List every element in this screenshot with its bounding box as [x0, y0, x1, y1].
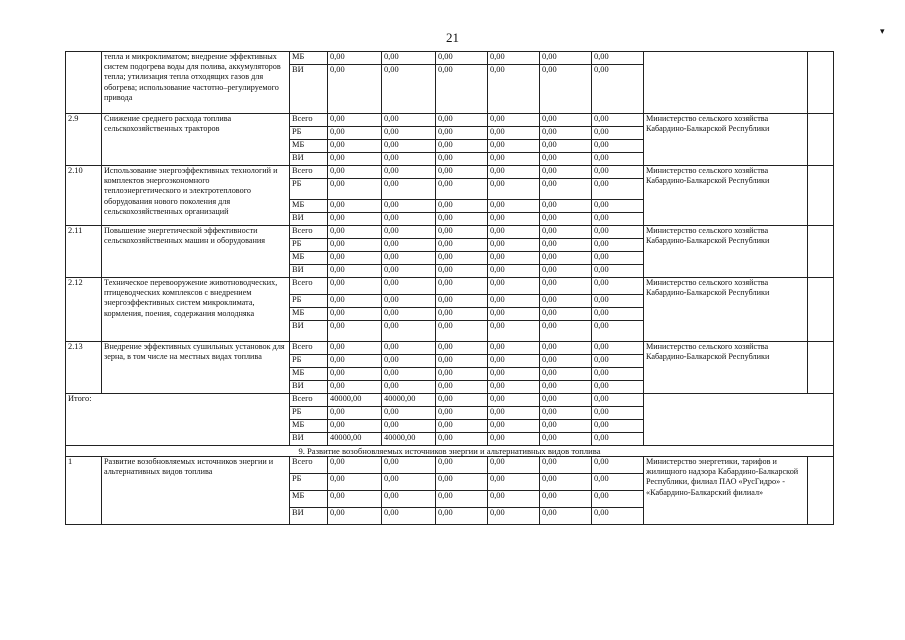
- amount-cell: 0,00: [592, 200, 644, 213]
- responsible-executor-cell: Министерство сельского хозяйства Кабардино-Балкарской Республики: [644, 278, 808, 342]
- amount-cell: 0,00: [488, 166, 540, 179]
- funding-source-cell: ВИ: [290, 265, 328, 278]
- amount-cell: 0,00: [328, 265, 382, 278]
- amount-cell: 0,00: [540, 321, 592, 342]
- amount-cell: 0,00: [592, 420, 644, 433]
- amount-cell: 0,00: [540, 433, 592, 446]
- amount-cell: 0,00: [488, 114, 540, 127]
- amount-cell: 0,00: [540, 140, 592, 153]
- amount-cell: 0,00: [382, 65, 436, 114]
- amount-cell: 0,00: [540, 308, 592, 321]
- amount-cell: 0,00: [382, 342, 436, 355]
- amount-cell: 0,00: [436, 166, 488, 179]
- funding-source-cell: ВИ: [290, 213, 328, 226]
- amount-cell: 0,00: [488, 342, 540, 355]
- amount-cell: 0,00: [592, 381, 644, 394]
- amount-cell: 0,00: [436, 65, 488, 114]
- empty-cell: [808, 278, 834, 342]
- amount-cell: 0,00: [488, 278, 540, 295]
- amount-cell: 0,00: [540, 226, 592, 239]
- amount-cell: 0,00: [592, 226, 644, 239]
- amount-cell: 0,00: [436, 457, 488, 474]
- amount-cell: 0,00: [436, 179, 488, 200]
- amount-cell: 0,00: [436, 252, 488, 265]
- measure-description-cell: Повышение энергетической эффективности сельскохозяйственных машин и оборудования: [102, 226, 290, 278]
- table-row: [66, 394, 834, 407]
- amount-cell: 0,00: [328, 491, 382, 508]
- amount-cell: 0,00: [328, 368, 382, 381]
- funding-source-cell: Всего: [290, 342, 328, 355]
- amount-cell: 0,00: [540, 508, 592, 525]
- funding-source-cell: ВИ: [290, 153, 328, 166]
- amount-cell: 0,00: [328, 308, 382, 321]
- amount-cell: 0,00: [382, 153, 436, 166]
- amount-cell: 0,00: [488, 420, 540, 433]
- table-row: [66, 457, 834, 474]
- amount-cell: 0,00: [382, 295, 436, 308]
- amount-cell: 0,00: [592, 308, 644, 321]
- amount-cell: 0,00: [592, 474, 644, 491]
- funding-source-cell: ВИ: [290, 321, 328, 342]
- amount-cell: 0,00: [592, 52, 644, 65]
- amount-cell: 0,00: [328, 52, 382, 65]
- amount-cell: 0,00: [592, 508, 644, 525]
- funding-source-cell: ВИ: [290, 65, 328, 114]
- amount-cell: 0,00: [328, 127, 382, 140]
- amount-cell: 0,00: [436, 226, 488, 239]
- funding-source-cell: РБ: [290, 127, 328, 140]
- amount-cell: 0,00: [436, 474, 488, 491]
- funding-source-cell: РБ: [290, 407, 328, 420]
- amount-cell: 0,00: [592, 394, 644, 407]
- amount-cell: 0,00: [328, 295, 382, 308]
- amount-cell: 0,00: [382, 355, 436, 368]
- amount-cell: 0,00: [540, 491, 592, 508]
- table-row: [66, 166, 834, 179]
- amount-cell: 0,00: [328, 65, 382, 114]
- funding-source-cell: МБ: [290, 52, 328, 65]
- amount-cell: 0,00: [382, 179, 436, 200]
- amount-cell: 0,00: [436, 433, 488, 446]
- responsible-executor-cell: Министерство сельского хозяйства Кабардино-Балкарской Республики: [644, 342, 808, 394]
- amount-cell: 0,00: [328, 342, 382, 355]
- amount-cell: 0,00: [488, 226, 540, 239]
- row-number-cell: 2.10: [66, 166, 102, 226]
- amount-cell: 0,00: [382, 381, 436, 394]
- responsible-executor-cell: Министерство сельского хозяйства Кабардино-Балкарской Республики: [644, 114, 808, 166]
- amount-cell: 0,00: [328, 179, 382, 200]
- measure-description-cell: Техническое перевооружение животноводческих, птицеводческих комплексов с внедрением энергоэффективных систем микроклимата, кормления, поения, содержания молодняка: [102, 278, 290, 342]
- amount-cell: 0,00: [382, 239, 436, 252]
- amount-cell: 0,00: [488, 394, 540, 407]
- empty-cell: [808, 457, 834, 525]
- amount-cell: 0,00: [436, 308, 488, 321]
- funding-source-cell: ВИ: [290, 433, 328, 446]
- amount-cell: 0,00: [436, 508, 488, 525]
- amount-cell: 0,00: [382, 226, 436, 239]
- amount-cell: 0,00: [382, 140, 436, 153]
- amount-cell: 0,00: [488, 381, 540, 394]
- amount-cell: 0,00: [540, 65, 592, 114]
- amount-cell: 0,00: [592, 491, 644, 508]
- amount-cell: 0,00: [436, 420, 488, 433]
- amount-cell: 0,00: [592, 457, 644, 474]
- amount-cell: 0,00: [592, 127, 644, 140]
- amount-cell: 0,00: [382, 407, 436, 420]
- amount-cell: 0,00: [488, 239, 540, 252]
- amount-cell: 40000,00: [382, 394, 436, 407]
- amount-cell: 0,00: [540, 355, 592, 368]
- funding-source-cell: РБ: [290, 355, 328, 368]
- amount-cell: 0,00: [328, 239, 382, 252]
- row-number-cell: [66, 52, 102, 114]
- amount-cell: 0,00: [382, 491, 436, 508]
- table-row: [66, 278, 834, 295]
- total-label-cell: Итого:: [66, 394, 290, 446]
- amount-cell: 0,00: [488, 407, 540, 420]
- amount-cell: 0,00: [328, 252, 382, 265]
- amount-cell: 0,00: [540, 265, 592, 278]
- amount-cell: 0,00: [488, 295, 540, 308]
- amount-cell: 0,00: [592, 265, 644, 278]
- measure-description-cell: Снижение среднего расхода топлива сельскохозяйственных тракторов: [102, 114, 290, 166]
- amount-cell: 0,00: [328, 321, 382, 342]
- amount-cell: 0,00: [328, 114, 382, 127]
- amount-cell: 0,00: [328, 278, 382, 295]
- funding-source-cell: МБ: [290, 200, 328, 213]
- program-table: [65, 51, 834, 525]
- amount-cell: 0,00: [540, 420, 592, 433]
- table-row: [66, 342, 834, 355]
- amount-cell: 0,00: [436, 355, 488, 368]
- amount-cell: 0,00: [488, 153, 540, 166]
- amount-cell: 0,00: [592, 114, 644, 127]
- amount-cell: 0,00: [540, 166, 592, 179]
- amount-cell: 0,00: [488, 308, 540, 321]
- amount-cell: 0,00: [592, 368, 644, 381]
- funding-source-cell: МБ: [290, 308, 328, 321]
- amount-cell: 0,00: [328, 140, 382, 153]
- amount-cell: 40000,00: [382, 433, 436, 446]
- amount-cell: 0,00: [382, 265, 436, 278]
- amount-cell: 0,00: [540, 295, 592, 308]
- funding-source-cell: МБ: [290, 140, 328, 153]
- amount-cell: 40000,00: [328, 433, 382, 446]
- responsible-executor-cell: Министерство сельского хозяйства Кабардино-Балкарской Республики: [644, 166, 808, 226]
- amount-cell: 0,00: [540, 114, 592, 127]
- amount-cell: 0,00: [540, 153, 592, 166]
- amount-cell: 0,00: [382, 127, 436, 140]
- responsible-executor-cell: Министерство энергетики, тарифов и жилищного надзора Кабардино-Балкарской Республики, филиал ПАО «РусГидро» - «Кабардино-Балкарский филиал»: [644, 457, 808, 525]
- measure-description-cell: Развитие возобновляемых источников энергии и альтернативных видов топлива: [102, 457, 290, 525]
- row-number-cell: 2.12: [66, 278, 102, 342]
- funding-source-cell: Всего: [290, 114, 328, 127]
- amount-cell: 0,00: [382, 200, 436, 213]
- funding-source-cell: Всего: [290, 394, 328, 407]
- amount-cell: 0,00: [592, 321, 644, 342]
- amount-cell: 0,00: [488, 252, 540, 265]
- amount-cell: 0,00: [540, 179, 592, 200]
- amount-cell: 0,00: [436, 239, 488, 252]
- amount-cell: 0,00: [382, 166, 436, 179]
- amount-cell: 0,00: [540, 407, 592, 420]
- amount-cell: 0,00: [382, 368, 436, 381]
- amount-cell: 0,00: [328, 166, 382, 179]
- amount-cell: 0,00: [328, 457, 382, 474]
- amount-cell: 0,00: [436, 368, 488, 381]
- measure-description-cell: тепла и микроклиматом; внедрение эффективных систем подогрева воды для полива, аккумуляторов тепла; утилизация тепла отходящих газов для обогрева; использование частотно–регулируемого привода: [102, 52, 290, 114]
- page-number: 21: [446, 30, 459, 45]
- amount-cell: 0,00: [382, 278, 436, 295]
- amount-cell: 0,00: [488, 140, 540, 153]
- funding-source-cell: МБ: [290, 368, 328, 381]
- amount-cell: 0,00: [592, 213, 644, 226]
- amount-cell: 0,00: [328, 226, 382, 239]
- funding-source-cell: ВИ: [290, 381, 328, 394]
- amount-cell: 0,00: [382, 308, 436, 321]
- amount-cell: 0,00: [540, 52, 592, 65]
- amount-cell: 0,00: [436, 153, 488, 166]
- amount-cell: 0,00: [328, 355, 382, 368]
- amount-cell: 0,00: [328, 420, 382, 433]
- amount-cell: 0,00: [436, 114, 488, 127]
- amount-cell: 40000,00: [328, 394, 382, 407]
- funding-source-cell: Всего: [290, 457, 328, 474]
- amount-cell: 0,00: [592, 355, 644, 368]
- row-number-cell: 2.9: [66, 114, 102, 166]
- amount-cell: 0,00: [382, 457, 436, 474]
- amount-cell: 0,00: [540, 474, 592, 491]
- funding-source-cell: РБ: [290, 179, 328, 200]
- corner-mark: ▾: [880, 26, 885, 36]
- amount-cell: 0,00: [328, 407, 382, 420]
- amount-cell: 0,00: [436, 342, 488, 355]
- amount-cell: 0,00: [436, 295, 488, 308]
- responsible-executor-cell: [644, 52, 808, 114]
- funding-source-cell: МБ: [290, 420, 328, 433]
- amount-cell: 0,00: [540, 127, 592, 140]
- amount-cell: 0,00: [592, 153, 644, 166]
- amount-cell: 0,00: [592, 65, 644, 114]
- amount-cell: 0,00: [436, 200, 488, 213]
- amount-cell: 0,00: [328, 508, 382, 525]
- amount-cell: 0,00: [488, 213, 540, 226]
- row-number-cell: 1: [66, 457, 102, 525]
- amount-cell: 0,00: [328, 381, 382, 394]
- amount-cell: 0,00: [488, 433, 540, 446]
- amount-cell: 0,00: [540, 342, 592, 355]
- funding-source-cell: РБ: [290, 295, 328, 308]
- amount-cell: 0,00: [540, 213, 592, 226]
- amount-cell: 0,00: [488, 52, 540, 65]
- amount-cell: 0,00: [488, 65, 540, 114]
- amount-cell: 0,00: [592, 140, 644, 153]
- amount-cell: 0,00: [592, 278, 644, 295]
- amount-cell: 0,00: [592, 252, 644, 265]
- amount-cell: 0,00: [382, 321, 436, 342]
- amount-cell: 0,00: [436, 394, 488, 407]
- table-row: [66, 226, 834, 239]
- empty-cell: [808, 52, 834, 114]
- amount-cell: 0,00: [540, 381, 592, 394]
- table-row: [66, 52, 834, 65]
- amount-cell: 0,00: [488, 368, 540, 381]
- empty-cell: [808, 114, 834, 166]
- amount-cell: 0,00: [436, 278, 488, 295]
- amount-cell: 0,00: [328, 213, 382, 226]
- measure-description-cell: Использование энергоэффективных технологий и комплектов энергоэкономного теплоэнергетического и электротеплового оборудования нового поколения для сельскохозяйственных организаций: [102, 166, 290, 226]
- amount-cell: 0,00: [488, 474, 540, 491]
- amount-cell: 0,00: [488, 179, 540, 200]
- amount-cell: 0,00: [592, 166, 644, 179]
- amount-cell: 0,00: [540, 200, 592, 213]
- amount-cell: 0,00: [436, 52, 488, 65]
- amount-cell: 0,00: [436, 321, 488, 342]
- funding-source-cell: РБ: [290, 239, 328, 252]
- funding-source-cell: РБ: [290, 474, 328, 491]
- amount-cell: 0,00: [488, 265, 540, 278]
- amount-cell: 0,00: [488, 127, 540, 140]
- empty-cell: [808, 226, 834, 278]
- amount-cell: 0,00: [540, 239, 592, 252]
- funding-source-cell: Всего: [290, 166, 328, 179]
- amount-cell: 0,00: [436, 213, 488, 226]
- section-title: 9. Развитие возобновляемых источников энергии и альтернативных видов топлива: [66, 446, 834, 457]
- amount-cell: 0,00: [488, 491, 540, 508]
- amount-cell: 0,00: [382, 114, 436, 127]
- funding-source-cell: ВИ: [290, 508, 328, 525]
- amount-cell: 0,00: [328, 200, 382, 213]
- empty-cell: [808, 166, 834, 226]
- amount-cell: 0,00: [488, 355, 540, 368]
- section-title-row: [66, 446, 834, 457]
- amount-cell: 0,00: [328, 153, 382, 166]
- amount-cell: 0,00: [592, 407, 644, 420]
- amount-cell: 0,00: [436, 140, 488, 153]
- amount-cell: 0,00: [592, 342, 644, 355]
- amount-cell: 0,00: [382, 508, 436, 525]
- funding-source-cell: Всего: [290, 226, 328, 239]
- empty-cell: [644, 394, 834, 446]
- table-row: [66, 114, 834, 127]
- funding-source-cell: МБ: [290, 252, 328, 265]
- amount-cell: 0,00: [540, 278, 592, 295]
- amount-cell: 0,00: [382, 474, 436, 491]
- amount-cell: 0,00: [382, 213, 436, 226]
- amount-cell: 0,00: [488, 457, 540, 474]
- amount-cell: 0,00: [592, 295, 644, 308]
- row-number-cell: 2.11: [66, 226, 102, 278]
- amount-cell: 0,00: [436, 127, 488, 140]
- amount-cell: 0,00: [592, 433, 644, 446]
- funding-source-cell: Всего: [290, 278, 328, 295]
- funding-source-cell: МБ: [290, 491, 328, 508]
- amount-cell: 0,00: [592, 179, 644, 200]
- empty-cell: [808, 342, 834, 394]
- amount-cell: 0,00: [488, 200, 540, 213]
- amount-cell: 0,00: [436, 265, 488, 278]
- amount-cell: 0,00: [382, 252, 436, 265]
- amount-cell: 0,00: [488, 508, 540, 525]
- measure-description-cell: Внедрение эффективных сушильных установок для зерна, в том числе на местных видах топлива: [102, 342, 290, 394]
- amount-cell: 0,00: [382, 52, 436, 65]
- amount-cell: 0,00: [328, 474, 382, 491]
- amount-cell: 0,00: [382, 420, 436, 433]
- amount-cell: 0,00: [540, 368, 592, 381]
- amount-cell: 0,00: [436, 381, 488, 394]
- responsible-executor-cell: Министерство сельского хозяйства Кабардино-Балкарской Республики: [644, 226, 808, 278]
- row-number-cell: 2.13: [66, 342, 102, 394]
- amount-cell: 0,00: [540, 394, 592, 407]
- amount-cell: 0,00: [540, 457, 592, 474]
- amount-cell: 0,00: [436, 407, 488, 420]
- amount-cell: 0,00: [488, 321, 540, 342]
- amount-cell: 0,00: [540, 252, 592, 265]
- amount-cell: 0,00: [592, 239, 644, 252]
- amount-cell: 0,00: [436, 491, 488, 508]
